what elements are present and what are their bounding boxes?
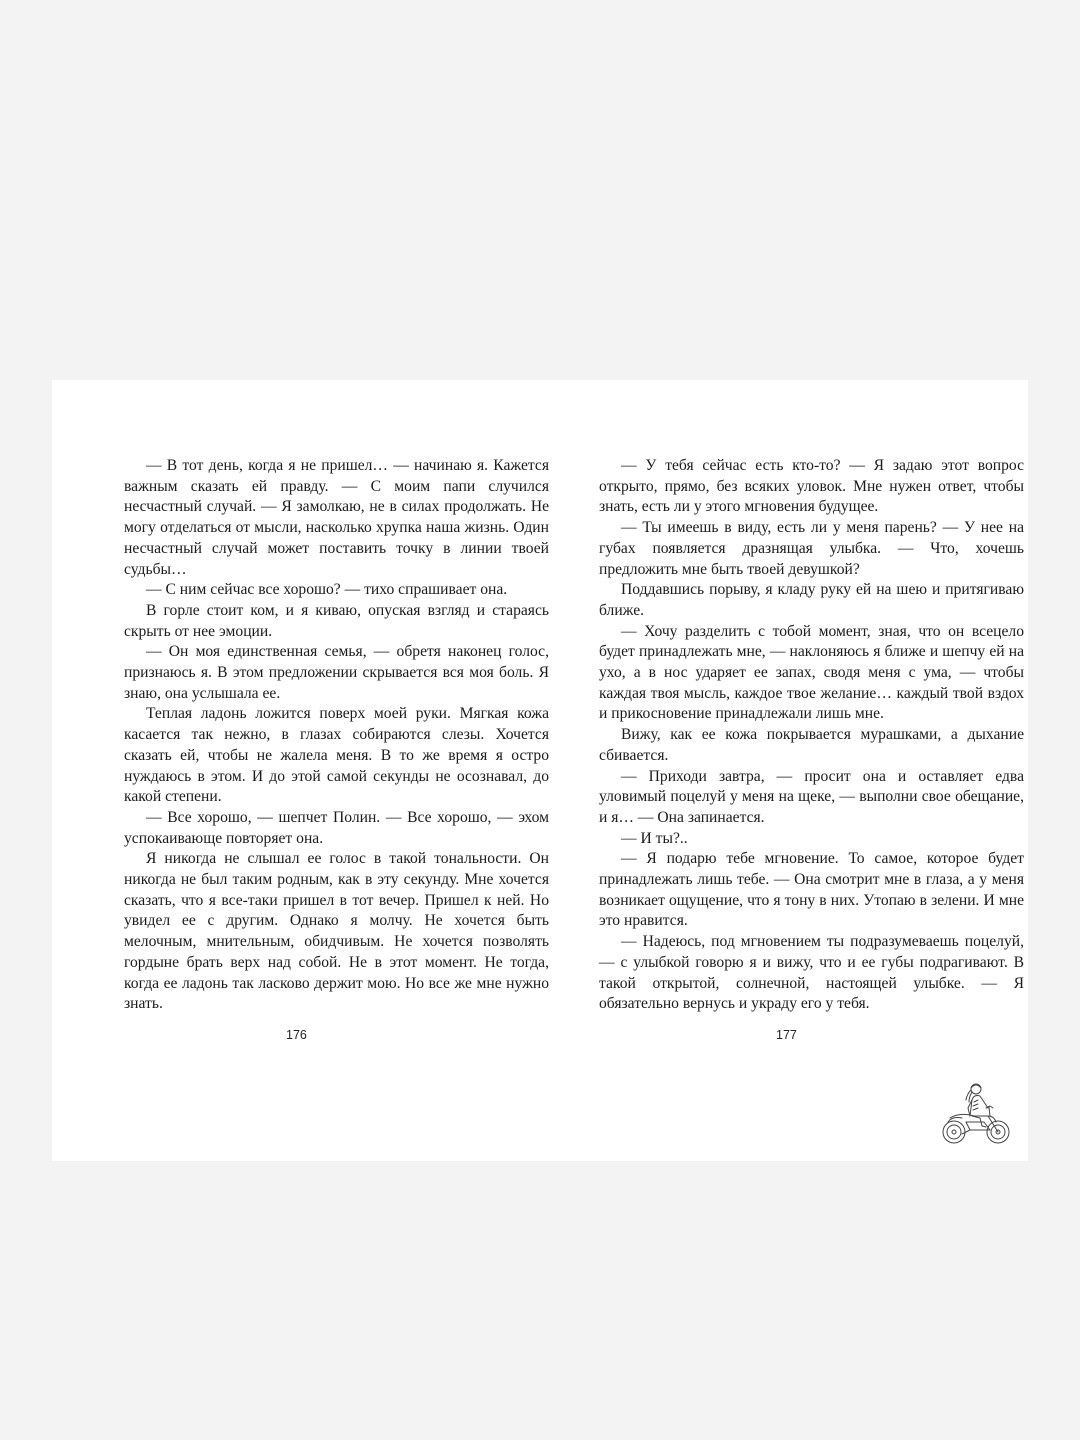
right-paragraph-7: — И ты?.. [621, 829, 688, 847]
left-paragraph-6: — Все хорошо, — шепчет Полин. — Все хорошо, — эхом успокаивающе повторяет она. [124, 808, 549, 847]
left-paragraph-3: В горле стоит ком, и я киваю, опуская взгляд и стараясь скрыть от нее эмоции. [124, 601, 549, 640]
right-paragraph-8: — Я подарю тебе мгновение. То самое, которое будет принадлежать лишь тебе. — Она смотрит мне в глаза, а у меня возникает ощущение, что я тону в них. Утопаю в зелени. И мне это нравится. [599, 850, 1024, 930]
page-number-left: 176 [286, 1028, 307, 1042]
motorcycle-drawing [943, 1084, 1009, 1143]
right-paragraph-6: — Приходи завтра, — просит она и оставляет едва уловимый поцелуй у меня на щеке, — выполни свое обещание, и я… — Она запинается. [599, 767, 1024, 826]
right-paragraph-1: — У тебя сейчас есть кто-то? — Я задаю этот вопрос открыто, прямо, без всяких уловок. Мне нужен ответ, чтобы знать, есть ли у этого мгновения будущее. [599, 457, 1024, 516]
right-page-text [599, 456, 1024, 1015]
left-paragraph-7: Я никогда не слышал ее голос в такой тональности. Он никогда не был таким родным, как в эту секунду. Мне хочется сказать, что я все-таки пришел в тот вечер. Пришел к ней. Но увидел ее с другим. Однако я молчу. Не хочется быть мелочным, мнительным, обидчивым. Не хочется позволять гордыне брать верх над собой. Не в этот момент. Не тогда, когда ее ладонь так ласково держит мою. Но все же мне нужно знать. [124, 850, 549, 1013]
left-page-text [124, 456, 549, 1015]
left-paragraph-2: — С ним сейчас все хорошо? — тихо спрашивает она. [146, 581, 508, 599]
page-number-right: 177 [776, 1028, 797, 1042]
right-paragraph-4: — Хочу разделить с тобой момент, зная, что он всецело будет принадлежать мне, — наклоняюсь я ближе и шепчу ей на ухо, а в нос ударяет ее запах, сводя меня с ума, — чтобы каждая твоя мысль, каждое твое желание… каждый твой вздох и прикосновение принадлежали лишь мне. [599, 622, 1024, 723]
left-paragraph-5: Теплая ладонь ложится поверх моей руки. Мягкая кожа касается так нежно, в глазах собираются слезы. Хочется сказать ей, чтобы не жалела меня. В то же время я остро нуждаюсь в этом. И до этой самой секунды не осознавал, до какой степени. [124, 705, 549, 806]
right-paragraph-5: Вижу, как ее кожа покрывается мурашками, а дыхание сбивается. [599, 726, 1024, 764]
book-spread [52, 380, 1028, 1161]
left-paragraph-1: — В тот день, когда я не пришел… — начинаю я. Кажется важным сказать ей правду. — С моим папи случился несчастный случай. — Я замолкаю, не в силах продолжать. Не могу отделаться от мысли, насколько хрупка наша жизнь. Один несчастный случай может поставить точку в линии твоей судьбы… [124, 457, 549, 578]
left-paragraph-4: — Он моя единственная семья, — обретя наконец голос, признаюсь я. В этом предложении скрывается вся моя боль. Я знаю, она услышала ее. [124, 643, 549, 702]
right-paragraph-3: Поддавшись порыву, я кладу руку ей на шею и притягиваю ближе. [599, 581, 1024, 619]
right-paragraph-9: — Надеюсь, под мгновением ты подразумеваешь поцелуй, — с улыбкой говорю я и вижу, что и ее губы подрагивают. В такой открытой, солнечной, настоящей улыбке. — Я обязательно вернусь и украду его у тебя. [599, 933, 1024, 1013]
motorcycle-rider-icon [940, 1078, 1012, 1146]
right-paragraph-2: — Ты имеешь в виду, есть ли у меня парень? — У нее на губах появляется дразнящая улыбка. — Что, хочешь предложить мне быть твоей девушкой? [599, 519, 1024, 578]
